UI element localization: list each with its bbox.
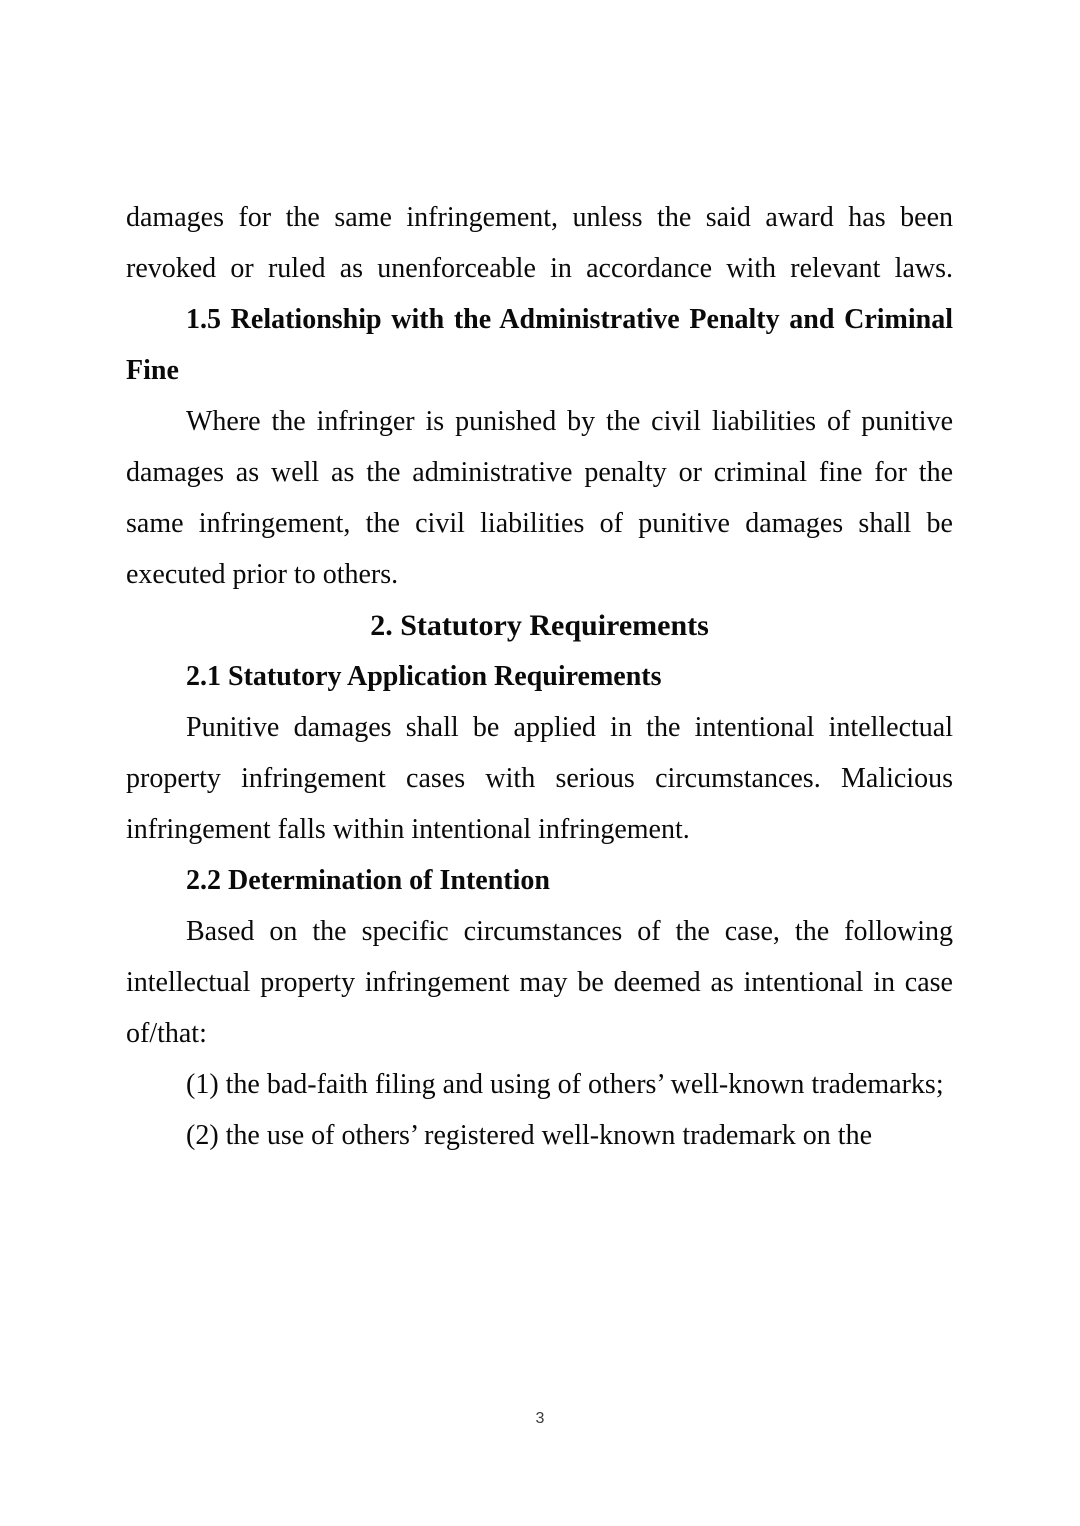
list-item-1: (1) the bad-faith filing and using of others’ well-known trademarks; (186, 1069, 944, 1100)
list-item-2: (2) the use of others’ registered well-known trademark on the (186, 1120, 873, 1151)
heading-2-2-determination-of-intention: 2.2 Determination of Intention (186, 865, 550, 896)
paragraph-continued-from-previous-page: damages for the same infringement, unless the said award has been revoked or ruled as unenforceable in accordance with relevant laws. (126, 202, 953, 284)
paragraph-2-1-body: Punitive damages shall be applied in the intentional intellectual property infringement cases with serious circumstances. Malicious infringement falls within intentional infringement. (126, 712, 953, 845)
paragraph-2-2-body: Based on the specific circumstances of the case, the following intellectual property infringement may be deemed as intentional in case of/that: (126, 916, 953, 1049)
page-number: 3 (535, 1410, 545, 1427)
paragraph-1-5-body: Where the infringer is punished by the civil liabilities of punitive damages as well as the administrative penalty or criminal fine for the same infringement, the civil liabilities of punitive damages shall be executed prior to others. (126, 406, 953, 590)
heading-1-5-relationship-administrative-penalty: 1.5 Relationship with the Administrative Penalty and Criminal Fine (126, 304, 953, 386)
heading-section-2-statutory-requirements: 2. Statutory Requirements (370, 609, 709, 642)
heading-2-1-statutory-application-requirements: 2.1 Statutory Application Requirements (186, 661, 662, 692)
page-text-column (126, 192, 953, 1161)
